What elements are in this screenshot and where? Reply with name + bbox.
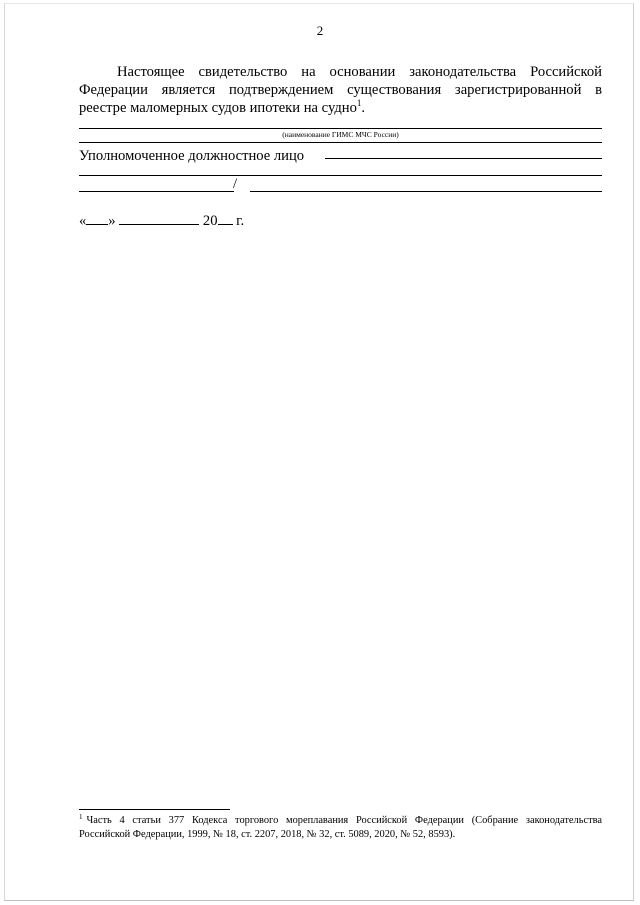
date-close-quote: » [108, 213, 116, 229]
authority-caption: (наименование ГИМС МЧС России) [282, 130, 399, 139]
signer-name-line [250, 191, 602, 192]
official-label: Уполномоченное должностное лицо [79, 148, 305, 164]
certificate-paragraph [79, 63, 602, 117]
authority-name-line [79, 128, 602, 129]
date-row [79, 210, 244, 230]
official-name-line [325, 158, 602, 159]
paragraph-text: Настоящее свидетельство на основании законодательства Российской Федерации является подтверждением существования зарегистрированной в реестре маломерных судов ипотеки на судно [79, 64, 602, 116]
year-suffix: г. [236, 213, 245, 229]
year-prefix: 20 [202, 213, 218, 229]
signature-separator: / [233, 176, 238, 192]
footnote [79, 814, 602, 842]
official-position-line [79, 175, 602, 176]
footnote-marker: 1 [79, 813, 83, 821]
month-blank [119, 210, 199, 225]
day-blank [86, 210, 108, 225]
footnote-separator [79, 809, 230, 810]
page-number: 2 [316, 23, 324, 38]
footnote-text: Часть 4 статьи 377 Кодекса торгового мореплавания Российской Федерации (Собрание законодательства Российской Федерации, 1999, № 18, ст. 2207, 2018, № 32, ст. 5089, 2020, № 52, 8593). [79, 815, 602, 840]
date-open-quote: « [79, 213, 87, 229]
authority-name-line-lower [79, 142, 602, 143]
signature-line [79, 191, 234, 192]
paragraph-end: . [361, 100, 366, 116]
year-blank [218, 210, 233, 225]
footnote-reference: 1 [356, 98, 362, 108]
